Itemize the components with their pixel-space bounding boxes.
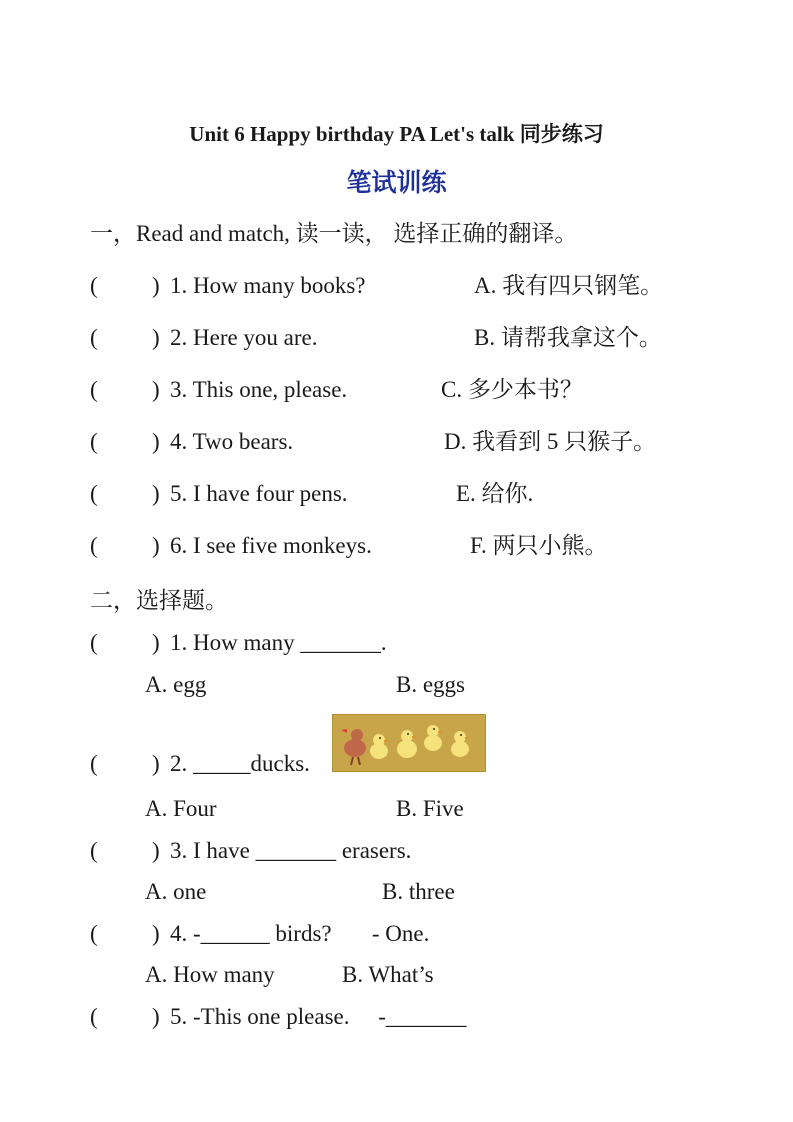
close-paren: ) — [152, 273, 160, 298]
close-paren: ) — [152, 838, 160, 863]
question-text: 5. -This one please. -_______ — [170, 1004, 467, 1029]
close-paren: ) — [152, 377, 160, 402]
option-a: A. Four — [145, 796, 217, 821]
match-question: 5. I have four pens. — [170, 481, 348, 506]
question-text: 1. How many _______. — [170, 630, 387, 655]
open-paren: ( — [90, 921, 98, 946]
close-paren: ) — [152, 1004, 160, 1029]
match-answer: E. 给你. — [456, 481, 534, 506]
open-paren: ( — [90, 481, 98, 506]
section1-heading: 一，Read and match, 读一读， 选择正确的翻译。 — [90, 221, 578, 246]
match-answer: A. 我有四只钢笔。 — [474, 273, 664, 298]
match-answer: D. 我看到 5 只猴子。 — [444, 429, 657, 454]
open-paren: ( — [90, 751, 98, 776]
match-question: 1. How many books? — [170, 273, 366, 298]
question-text: 4. -______ birds? - One. — [170, 921, 430, 946]
ducks-image — [332, 714, 486, 772]
close-paren: ) — [152, 533, 160, 558]
match-question: 6. I see five monkeys. — [170, 533, 372, 558]
ducks-illustration — [333, 715, 485, 771]
match-question: 2. Here you are. — [170, 325, 318, 350]
close-paren: ) — [152, 921, 160, 946]
match-question: 3. This one, please. — [170, 377, 348, 402]
question-text: 2. _____ducks. — [170, 751, 310, 776]
open-paren: ( — [90, 377, 98, 402]
duckling-icon — [397, 730, 417, 758]
close-paren: ) — [152, 630, 160, 655]
match-answer: B. 请帮我拿这个。 — [474, 325, 662, 350]
open-paren: ( — [90, 429, 98, 454]
option-b: B. eggs — [396, 672, 465, 697]
open-paren: ( — [90, 533, 98, 558]
option-b: B. three — [382, 879, 455, 904]
open-paren: ( — [90, 630, 98, 655]
section2-heading: 二，选择题。 — [90, 588, 228, 613]
question-text: 3. I have _______ erasers. — [170, 838, 412, 863]
option-a: A. one — [145, 879, 207, 904]
duckling-icon — [370, 734, 389, 759]
open-paren: ( — [90, 325, 98, 350]
option-b: B. What’s — [342, 962, 434, 987]
page-subtitle: 笔试训练 — [346, 170, 447, 197]
open-paren: ( — [90, 838, 98, 863]
close-paren: ) — [152, 481, 160, 506]
option-a: A. How many — [145, 962, 275, 987]
open-paren: ( — [90, 273, 98, 298]
close-paren: ) — [152, 325, 160, 350]
match-answer: F. 两只小熊。 — [470, 533, 608, 558]
open-paren: ( — [90, 1004, 98, 1029]
close-paren: ) — [152, 751, 160, 776]
option-a: A. egg — [145, 672, 207, 697]
option-b: B. Five — [396, 796, 464, 821]
hen-icon — [341, 729, 366, 765]
duckling-icon — [451, 731, 470, 757]
match-answer: C. 多少本书？ — [441, 377, 583, 402]
match-question: 4. Two bears. — [170, 429, 294, 454]
close-paren: ) — [152, 429, 160, 454]
page-title: Unit 6 Happy birthday PA Let's talk 同步练习 — [189, 122, 604, 146]
duckling-icon — [424, 725, 443, 751]
